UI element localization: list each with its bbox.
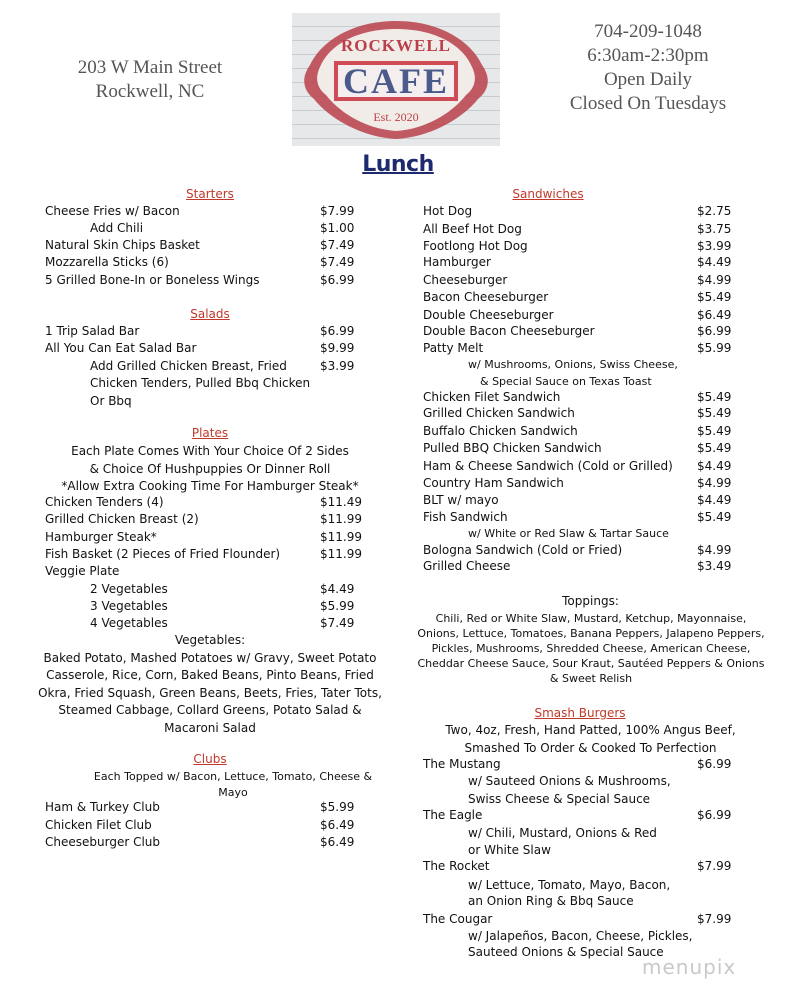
salad-addon-line: Or Bbq: [90, 394, 132, 408]
menu-item-price: $4.99: [697, 543, 732, 557]
address-street: 203 W Main Street: [77, 57, 223, 78]
menu-item-name: Buffalo Chicken Sandwich: [423, 424, 578, 438]
menu-item-name: Grilled Chicken Sandwich: [423, 406, 575, 420]
menu-item-name: The Rocket: [423, 859, 490, 873]
toppings-line: Cheddar Cheese Sauce, Sour Kraut, Sautéed Peppers & Onions: [417, 657, 765, 670]
burger-description: w/ Jalapeños, Bacon, Cheese, Pickles,: [468, 929, 693, 943]
menu-item-price: $7.49: [320, 616, 355, 630]
clubs-desc-line: Each Topped w/ Bacon, Lettuce, Tomato, Cheese &: [93, 770, 373, 783]
vegetables-line: Baked Potato, Mashed Potatoes w/ Gravy, Sweet Potato: [43, 650, 377, 665]
menu-item-price: $3.75: [697, 222, 732, 236]
toppings-list: [410, 611, 772, 686]
starters-title: Starters: [186, 187, 234, 201]
cafe-logo: [292, 13, 500, 146]
closed-days: Closed On Tuesdays: [569, 93, 727, 114]
menu-item-price: $3.49: [697, 559, 732, 573]
menu-item-name: All Beef Hot Dog: [423, 222, 522, 236]
menu-item-name: Footlong Hot Dog: [423, 239, 528, 253]
vegetables-line: Steamed Cabbage, Collard Greens, Potato Salad &: [58, 703, 362, 717]
menu-item-name: Grilled Cheese: [423, 559, 511, 573]
menu-item-price: $6.99: [320, 324, 355, 338]
salad-addon-price: $3.99: [320, 359, 355, 373]
menu-item-price: $11.49: [320, 495, 362, 509]
menu-item-price: $5.49: [697, 290, 732, 304]
menu-item-name: Mozzarella Sticks (6): [45, 255, 169, 269]
smash-desc-line: Two, 4oz, Fresh, Hand Patted, 100% Angus Beef,: [445, 723, 736, 737]
vegetables-line: Macaroni Salad: [164, 720, 256, 735]
menu-item-name: Chicken Filet Sandwich: [423, 390, 561, 404]
menu-item-name: Fish Basket (2 Pieces of Fried Flounder): [45, 547, 281, 561]
menu-item-price: $6.99: [320, 273, 355, 287]
vegetables-line: Casserole, Rice, Corn, Baked Beans, Pinto Beans, Fried: [46, 668, 374, 682]
menu-item-price: $4.49: [320, 582, 355, 596]
burger-description: w/ Chili, Mustard, Onions & Red: [468, 826, 657, 840]
toppings-line: & Sweet Relish: [549, 672, 633, 685]
plates-desc-line: Each Plate Comes With Your Choice Of 2 Sides: [71, 444, 349, 458]
menu-item-name: BLT w/ mayo: [423, 493, 499, 507]
menu-item-name: Natural Skin Chips Basket: [45, 238, 200, 252]
menu-item-name: Cheese Fries w/ Bacon: [45, 204, 180, 218]
salads-title: Salads: [190, 307, 230, 321]
menu-item-name: Hot Dog: [423, 204, 473, 218]
salad-addon-line: Chicken Tenders, Pulled Bbq Chicken: [90, 376, 311, 390]
plates-description: [30, 443, 390, 496]
sandwiches-title: Sandwiches: [512, 187, 584, 201]
menu-item-name: Hamburger: [423, 255, 491, 269]
menu-item-price: $11.99: [320, 547, 362, 561]
menu-item-price: $6.99: [697, 757, 732, 771]
menu-item-price: $5.49: [697, 390, 732, 404]
menu-item-price: $4.99: [697, 476, 732, 490]
burger-description: an Onion Ring & Bbq Sauce: [468, 894, 634, 908]
menu-item-name: Hamburger Steak*: [45, 530, 157, 544]
menu-item-name: Patty Melt: [423, 341, 484, 355]
smash-burgers-title: Smash Burgers: [534, 706, 626, 720]
menu-item-name: Bacon Cheeseburger: [423, 290, 549, 304]
logo-main-text: CAFE: [343, 61, 449, 101]
plates-desc-line: & Choice Of Hushpuppies Or Dinner Roll: [89, 461, 331, 476]
menu-item-name: Add Chili: [90, 221, 144, 235]
burger-description: Swiss Cheese & Special Sauce: [468, 792, 651, 806]
menu-item-price: $4.99: [697, 273, 732, 287]
menu-item-price: $5.49: [697, 406, 732, 420]
menu-item-price: $7.99: [320, 204, 355, 218]
menu-item-price: $1.00: [320, 221, 355, 235]
menu-item-price: $9.99: [320, 341, 355, 355]
menu-item-price: $6.99: [697, 324, 732, 338]
menu-item-name: Grilled Chicken Breast (2): [45, 512, 199, 526]
menu-item-price: $11.99: [320, 512, 362, 526]
patty-melt-note: w/ Mushrooms, Onions, Swiss Cheese,: [468, 358, 678, 371]
plates-desc-line: *Allow Extra Cooking Time For Hamburger Steak*: [61, 479, 359, 493]
menu-item-name: Chicken Filet Club: [45, 818, 152, 832]
open-days: Open Daily: [603, 69, 693, 90]
menu-item-price: $5.49: [697, 424, 732, 438]
menu-item-price: $7.99: [697, 912, 732, 926]
smash-desc-line: Smashed To Order & Cooked To Perfection: [464, 740, 717, 755]
clubs-title: Clubs: [193, 752, 227, 766]
menu-item-name: 2 Vegetables: [90, 582, 168, 596]
menu-item-price: $5.99: [320, 599, 355, 613]
vegetables-list: [20, 632, 400, 737]
menu-item-price: $5.49: [697, 510, 732, 524]
patty-melt-note: & Special Sauce on Texas Toast: [480, 375, 652, 388]
menu-item-name: The Cougar: [423, 912, 493, 926]
phone-number: 704-209-1048: [594, 21, 702, 42]
menu-item-price: $7.49: [320, 255, 355, 269]
menu-item-name: Chicken Tenders (4): [45, 495, 164, 509]
menu-item-price: $4.49: [697, 255, 732, 269]
clubs-desc-line: Mayo: [218, 786, 248, 799]
menu-item-name: Pulled BBQ Chicken Sandwich: [423, 441, 602, 455]
smash-description: [418, 722, 763, 757]
menu-item-price: $5.99: [697, 341, 732, 355]
burger-description: w/ Sauteed Onions & Mushrooms,: [468, 774, 671, 788]
clubs-description: [80, 769, 386, 801]
toppings-line: Onions, Lettuce, Tomatoes, Banana Peppers, Jalapeno Peppers,: [417, 627, 765, 640]
toppings-line: Chili, Red or White Slaw, Mustard, Ketchup, Mayonnaise,: [435, 612, 747, 625]
menu-title: Lunch: [362, 152, 434, 177]
menu-item-price: $11.99: [320, 530, 362, 544]
menu-item-name: The Mustang: [423, 757, 501, 771]
menu-item-name: 4 Vegetables: [90, 616, 168, 630]
plates-title: Plates: [191, 426, 229, 440]
menu-item-price: $6.49: [697, 308, 732, 322]
menu-item-name: The Eagle: [423, 808, 483, 822]
vegetables-title: Vegetables:: [174, 633, 246, 647]
contact-info: [548, 20, 748, 116]
burger-description: or White Slaw: [468, 843, 551, 857]
menu-item-name: 3 Vegetables: [90, 599, 168, 613]
hours: 6:30am-2:30pm: [587, 45, 709, 66]
menu-item-name: Cheeseburger Club: [45, 835, 161, 849]
menu-item-name: Double Cheeseburger: [423, 308, 554, 322]
menu-item-price: $6.49: [320, 818, 355, 832]
veggie-plate-title: Veggie Plate: [45, 564, 120, 578]
salad-addon-line: Add Grilled Chicken Breast, Fried: [90, 359, 287, 373]
menu-item-name: Double Bacon Cheeseburger: [423, 324, 595, 338]
menupix-watermark: menupix: [642, 955, 737, 979]
fish-sandwich-note: w/ White or Red Slaw & Tartar Sauce: [468, 527, 669, 540]
menu-item-name: Country Ham Sandwich: [423, 476, 564, 490]
address: [40, 56, 260, 104]
menu-item-name: Ham & Cheese Sandwich (Cold or Grilled): [423, 459, 673, 473]
toppings-line: Pickles, Mushrooms, Shredded Cheese, American Cheese,: [431, 642, 751, 655]
menu-item-name: All You Can Eat Salad Bar: [45, 341, 197, 355]
menu-item-price: $7.99: [697, 859, 732, 873]
menu-item-name: 1 Trip Salad Bar: [45, 324, 140, 338]
vegetables-line: Okra, Fried Squash, Green Beans, Beets, Fries, Tater Tots,: [38, 685, 382, 700]
burger-description: w/ Lettuce, Tomato, Mayo, Bacon,: [468, 878, 671, 892]
toppings-title: Toppings:: [562, 594, 619, 608]
menu-item-price: $3.99: [697, 239, 732, 253]
logo-top-text: ROCKWELL: [340, 36, 452, 55]
menu-item-price: $4.49: [697, 459, 732, 473]
burger-description: Sauteed Onions & Special Sauce: [468, 945, 664, 959]
menu-item-price: $5.49: [697, 441, 732, 455]
menu-item-name: 5 Grilled Bone-In or Boneless Wings: [45, 273, 260, 287]
menu-item-name: Bologna Sandwich (Cold or Fried): [423, 543, 623, 557]
logo-graphic: [292, 13, 500, 146]
menu-item-name: Fish Sandwich: [423, 510, 508, 524]
menu-item-name: Cheeseburger: [423, 273, 508, 287]
menu-item-price: $6.99: [697, 808, 732, 822]
menu-item-price: $2.75: [697, 204, 732, 218]
menu-item-price: $7.49: [320, 238, 355, 252]
menu-item-price: $6.49: [320, 835, 355, 849]
menu-item-name: Ham & Turkey Club: [45, 800, 160, 814]
menu-item-price: $5.99: [320, 800, 355, 814]
logo-est-text: Est. 2020: [373, 110, 419, 124]
menu-item-price: $4.49: [697, 493, 732, 507]
address-city: Rockwell, NC: [95, 81, 205, 102]
